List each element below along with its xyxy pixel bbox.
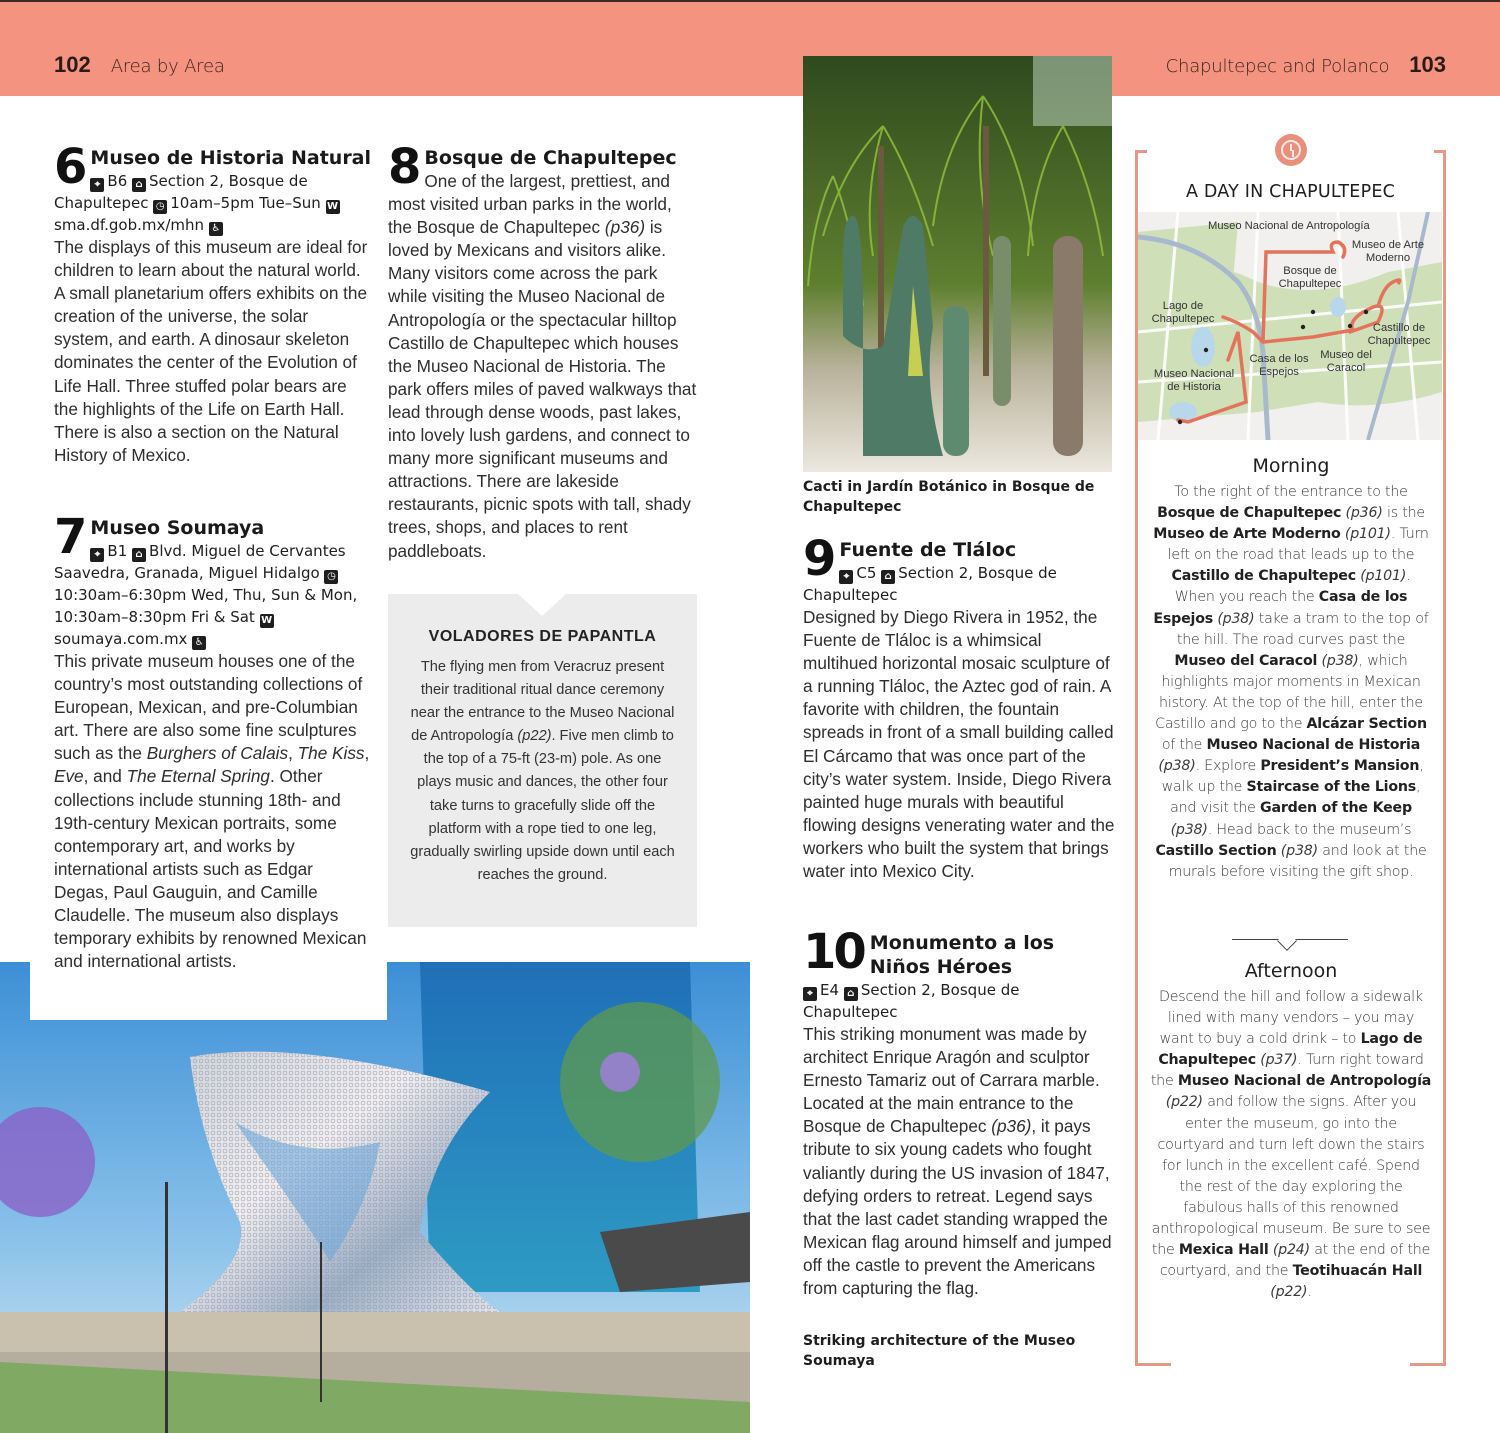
text-segment: . bbox=[1307, 1284, 1312, 1301]
place-name: Teotihuacán Hall bbox=[1292, 1263, 1423, 1280]
text-segment: To the right of the entrance to the bbox=[1174, 484, 1408, 500]
place-name: Museo Nacional de Antropología bbox=[1177, 1073, 1432, 1090]
header-band bbox=[0, 0, 1500, 96]
page-ref: (p36) bbox=[991, 1116, 1032, 1137]
cactus-caption: Cacti in Jardín Botánico in Bosque de Chapultepec bbox=[803, 479, 1095, 515]
entry-monumento-ninos-heroes bbox=[803, 924, 1115, 1300]
place-name: Museo Nacional de Historia bbox=[1206, 737, 1421, 754]
map-ref: C5 bbox=[856, 564, 877, 582]
boxout-text bbox=[410, 656, 675, 887]
house-icon: ⌂ bbox=[844, 987, 858, 1001]
artwork-title: The Kiss bbox=[297, 743, 365, 764]
map-label-antropologia: Museo Nacional de Antropología bbox=[1208, 220, 1370, 232]
wheelchair-icon: ♿ bbox=[192, 636, 206, 650]
morning-text bbox=[1150, 482, 1432, 883]
place-name: Mexica Hall bbox=[1178, 1242, 1269, 1259]
entry-title: Fuente de Tláloc bbox=[839, 539, 1017, 561]
website-link[interactable]: soumaya.com.mx bbox=[54, 630, 188, 648]
soumaya-caption: Striking architecture of the Museo Soumaya bbox=[803, 1333, 1076, 1369]
museo-soumaya-photo bbox=[0, 962, 750, 1433]
text-segment: . Turn left on the road that leads up to the bbox=[1167, 526, 1429, 564]
entry-body: Designed by Diego Rivera in 1952, the Fuente de Tláloc is a whimsical multihued horizontal mosaic sculpture of a running Tláloc, the Aztec god of rain. A favorite with children, the fountain spreads in front of a small building called El Cárcamo that was once part of the city’s water system. Inside, Diego Rivera painted huge murals with beautiful flowing designs venerating water and the workers who built the system that brings water into Mexico City. bbox=[803, 607, 1115, 882]
right-running-head bbox=[1166, 52, 1446, 78]
page-ref: (p22) bbox=[517, 728, 552, 745]
body-segment: One of the largest, prettiest, and most visited urban parks in the world, the Bosque de Chapultepec bbox=[388, 171, 672, 238]
frame-bottom-left bbox=[1135, 1363, 1171, 1366]
body-segment: . Other collections include stunning 18th- and 19th-century Mexican portraits, some contemporary art, and works by international artists such as Edgar Degas, Paul Gauguin, and Camille Claudelle. The museum also displays temporary exhibits by renowned Mexican and international artists. bbox=[54, 766, 367, 972]
place-name: President’s Mansion bbox=[1260, 758, 1420, 775]
entry-title: Bosque de Chapultepec bbox=[424, 147, 677, 169]
map-pin-icon: ⌖ bbox=[90, 178, 104, 192]
entry-number: 8 bbox=[388, 139, 419, 195]
text-segment: of the bbox=[1161, 737, 1207, 754]
address: Section 2, Bosque de Chapultepec bbox=[54, 172, 308, 212]
body-segment: , bbox=[364, 743, 370, 764]
map-label-espejos: Casa de los Espejos bbox=[1249, 353, 1309, 378]
map-pin-icon: ⌖ bbox=[90, 548, 104, 562]
entry-meta bbox=[54, 540, 372, 650]
entry-museo-historia-natural bbox=[54, 139, 372, 467]
left-page-number: 102 bbox=[54, 52, 91, 77]
entry-number: 9 bbox=[803, 531, 834, 587]
entry-number: 10 bbox=[803, 924, 864, 980]
cactus-photo bbox=[803, 56, 1112, 472]
entry-title: Monumento a los Niños Héroes bbox=[869, 932, 1055, 978]
text-segment: is the bbox=[1382, 505, 1425, 522]
text-segment: . Head back to the museum’s bbox=[1207, 821, 1412, 838]
entry-fuente-de-tlaloc bbox=[803, 531, 1115, 883]
map-ref: B1 bbox=[107, 542, 128, 560]
body-segment: , it pays tribute to six young cadets who fought valiantly during the US invasion of 1847, defying orders to retreat. Legend says that the last cadet standing wrapped the Mexican flag around himself and jumped off the castle to prevent the Americans from capturing the flag. bbox=[803, 1116, 1112, 1299]
map-label-arte-moderno: Museo de Arte Moderno bbox=[1351, 239, 1425, 264]
address: Blvd. Miguel de Cervantes Saavedra, Granada, Miguel Hidalgo bbox=[54, 542, 346, 582]
entry-museo-soumaya bbox=[54, 509, 372, 973]
day-itinerary-title: A DAY IN CHAPULTEPEC bbox=[1185, 182, 1395, 202]
text-segment: . Turn right toward the bbox=[1150, 1052, 1424, 1090]
artwork-title: Burghers of Calais bbox=[146, 743, 289, 764]
web-icon: W bbox=[261, 615, 273, 626]
text-segment: and follow the signs. After you enter the museum, go into the courtyard and turn left down the stairs for lunch in the excellent café. Spend the rest of the day exploring the fabulous halls of this renowned anthropological museum. Be sure to see the bbox=[1151, 1094, 1431, 1259]
hours: 10:30am–6:30pm Wed, Thu, Sun & Mon, 10:30am–8:30pm Fri & Sat bbox=[54, 586, 358, 626]
page-ref: (p24) bbox=[1272, 1242, 1310, 1259]
page-ref: (p38) bbox=[1280, 842, 1318, 859]
website-link[interactable]: sma.df.gob.mx/mhn bbox=[54, 216, 205, 234]
entry-title: Museo Soumaya bbox=[90, 517, 265, 539]
entry-bosque-de-chapultepec bbox=[388, 139, 698, 563]
page-ref: (p101) bbox=[1360, 568, 1407, 585]
right-page-number: 103 bbox=[1409, 52, 1446, 77]
address: Section 2, Bosque de Chapultepec bbox=[803, 981, 1020, 1021]
house-icon: ⌂ bbox=[132, 548, 146, 562]
text-segment: , walk up the bbox=[1161, 758, 1424, 796]
page-ref: (p38) bbox=[1217, 610, 1255, 627]
page-ref: (p38) bbox=[1321, 652, 1359, 669]
house-icon: ⌂ bbox=[881, 570, 895, 584]
text-segment: , and visit the bbox=[1170, 779, 1421, 817]
page-ref: (p22) bbox=[1270, 1284, 1308, 1301]
map-label-castillo: Castillo de Chapultepec bbox=[1367, 322, 1431, 347]
place-name: Garden of the Keep bbox=[1260, 800, 1412, 817]
place-name: Castillo de Chapultepec bbox=[1171, 568, 1356, 585]
text-segment: take a tram to the top of the hill. The road curves past the bbox=[1176, 610, 1429, 648]
clock-icon: ◷ bbox=[324, 570, 338, 584]
route-map bbox=[1138, 212, 1442, 440]
artwork-title: Eve bbox=[54, 766, 84, 787]
clock-icon bbox=[1275, 134, 1307, 166]
map-ref: B6 bbox=[107, 172, 128, 190]
artwork-title: The Eternal Spring bbox=[126, 766, 270, 787]
place-name: Staircase of the Lions bbox=[1246, 779, 1417, 796]
house-icon: ⌂ bbox=[132, 178, 146, 192]
entry-body bbox=[54, 650, 372, 973]
web-icon: W bbox=[327, 201, 339, 212]
map-ref: E4 bbox=[820, 981, 840, 999]
map-label-lago: Lago de Chapultepec bbox=[1151, 300, 1215, 325]
boxout-segment: . Five men climb to the top of a 75-ft (23-m) pole. As one plays music and dances, the other four take turns to gracefully slide off the platform with a rope tied to one leg, gradually swirling upside down until each reaches the ground. bbox=[410, 728, 675, 883]
place-name: Alcázar Section bbox=[1306, 716, 1427, 733]
body-segment: , bbox=[288, 743, 298, 764]
place-name: Castillo Section bbox=[1155, 842, 1277, 859]
map-label-caracol: Museo del Caracol bbox=[1320, 349, 1372, 374]
body-segment: , and bbox=[83, 766, 127, 787]
page-ref: (p38) bbox=[1170, 821, 1208, 838]
page-ref: (p36) bbox=[1345, 505, 1383, 522]
entry-body bbox=[388, 170, 698, 563]
entry-title: Museo de Historia Natural bbox=[90, 147, 372, 169]
clock-icon: ◷ bbox=[153, 200, 167, 214]
entry-body bbox=[803, 1023, 1115, 1300]
place-name: Casa de los Espejos bbox=[1153, 589, 1408, 627]
boxout-voladores bbox=[388, 594, 697, 927]
afternoon-text bbox=[1150, 987, 1432, 1303]
text-segment: . Explore bbox=[1195, 758, 1261, 775]
map-label-bosque: Bosque de Chapultepec bbox=[1278, 265, 1342, 290]
right-section-title: Chapultepec and Polanco bbox=[1165, 56, 1390, 77]
boxout-notch bbox=[518, 594, 566, 616]
text-segment: at the end of the courtyard, and the bbox=[1159, 1242, 1431, 1280]
afternoon-heading: Afternoon bbox=[1244, 960, 1338, 982]
page-ref: (p37) bbox=[1260, 1052, 1298, 1069]
map-pin-icon: ⌖ bbox=[839, 570, 853, 584]
page-ref: (p38) bbox=[1158, 758, 1196, 775]
page-ref: (p22) bbox=[1165, 1094, 1203, 1111]
address: Section 2, Bosque de Chapultepec bbox=[803, 564, 1057, 604]
page-ref: (p36) bbox=[604, 217, 646, 238]
entry-meta bbox=[54, 170, 372, 236]
body-segment: This striking monument was made by architect Enrique Aragón and sculptor Ernesto Tamariz out of Carrara marble. Located at the main entrance to the Bosque de Chapultepec bbox=[803, 1024, 1100, 1137]
left-section-title: Area by Area bbox=[110, 56, 225, 77]
boxout-title: VOLADORES DE PAPANTLA bbox=[428, 628, 657, 645]
entry-meta bbox=[803, 562, 1115, 606]
map-label-historia: Museo Nacional de Historia bbox=[1153, 368, 1235, 393]
text-segment: , which highlights major moments in Mexican history. At the top of the hill, enter the Castillo and go to the bbox=[1155, 652, 1423, 733]
boxout-segment: The flying men from Veracruz present their traditional ritual dance ceremony near the entrance to the Museo Nacional de Antropología bbox=[410, 659, 675, 745]
place-name: Bosque de Chapultepec bbox=[1157, 505, 1342, 522]
frame-bottom-right bbox=[1410, 1363, 1446, 1366]
wheelchair-icon: ♿ bbox=[209, 222, 223, 236]
map-pin-icon: ⌖ bbox=[803, 987, 817, 1001]
place-name: Museo de Arte Moderno bbox=[1153, 526, 1341, 543]
hours: 10am–5pm Tue–Sun bbox=[170, 194, 321, 212]
text-segment: and look at the murals before visiting the gift shop. bbox=[1168, 842, 1427, 880]
body-segment: is loved by Mexicans and visitors alike. Many visitors come across the park while visiting the Museo Nacional de Antropología or the spectacular hilltop Castillo de Chapultepec which houses the Museo Nacional de Historia. The park offers miles of paved walkways that lead through dense woods, past lakes, into lovely lush gardens, and connect to many more significant museums and attractions. There are lakeside restaurants, picnic spots with tall, shady trees, shops, and places to rent paddleboats. bbox=[388, 217, 697, 561]
entry-number: 6 bbox=[54, 139, 85, 195]
text-segment: Descend the hill and follow a sidewalk lined with many vendors – you may want to buy a cold drink – to bbox=[1159, 989, 1423, 1048]
entry-number: 7 bbox=[54, 509, 85, 565]
text-segment: . When you reach the bbox=[1174, 568, 1411, 606]
entry-meta bbox=[803, 979, 1115, 1023]
left-running-head bbox=[54, 52, 225, 78]
place-name: Lago de Chapultepec bbox=[1158, 1031, 1423, 1069]
page-ref: (p101) bbox=[1344, 526, 1391, 543]
entry-body: The displays of this museum are ideal for children to learn about the natural world. A small planetarium offers exhibits on the creation of the universe, the solar system, and earth. A dinosaur skeleton dominates the center of the Evolution of Life Hall. Three stuffed polar bears are the highlights of the Life on Earth Hall. There is also a section on the Natural History of Mexico. bbox=[54, 237, 368, 465]
place-name: Museo del Caracol bbox=[1174, 652, 1318, 669]
body-segment: This private museum houses one of the country’s most outstanding collections of European, Mexican, and pre-Columbian art. There are also some fine sculptures such as the bbox=[54, 651, 363, 764]
morning-heading: Morning bbox=[1252, 455, 1330, 477]
